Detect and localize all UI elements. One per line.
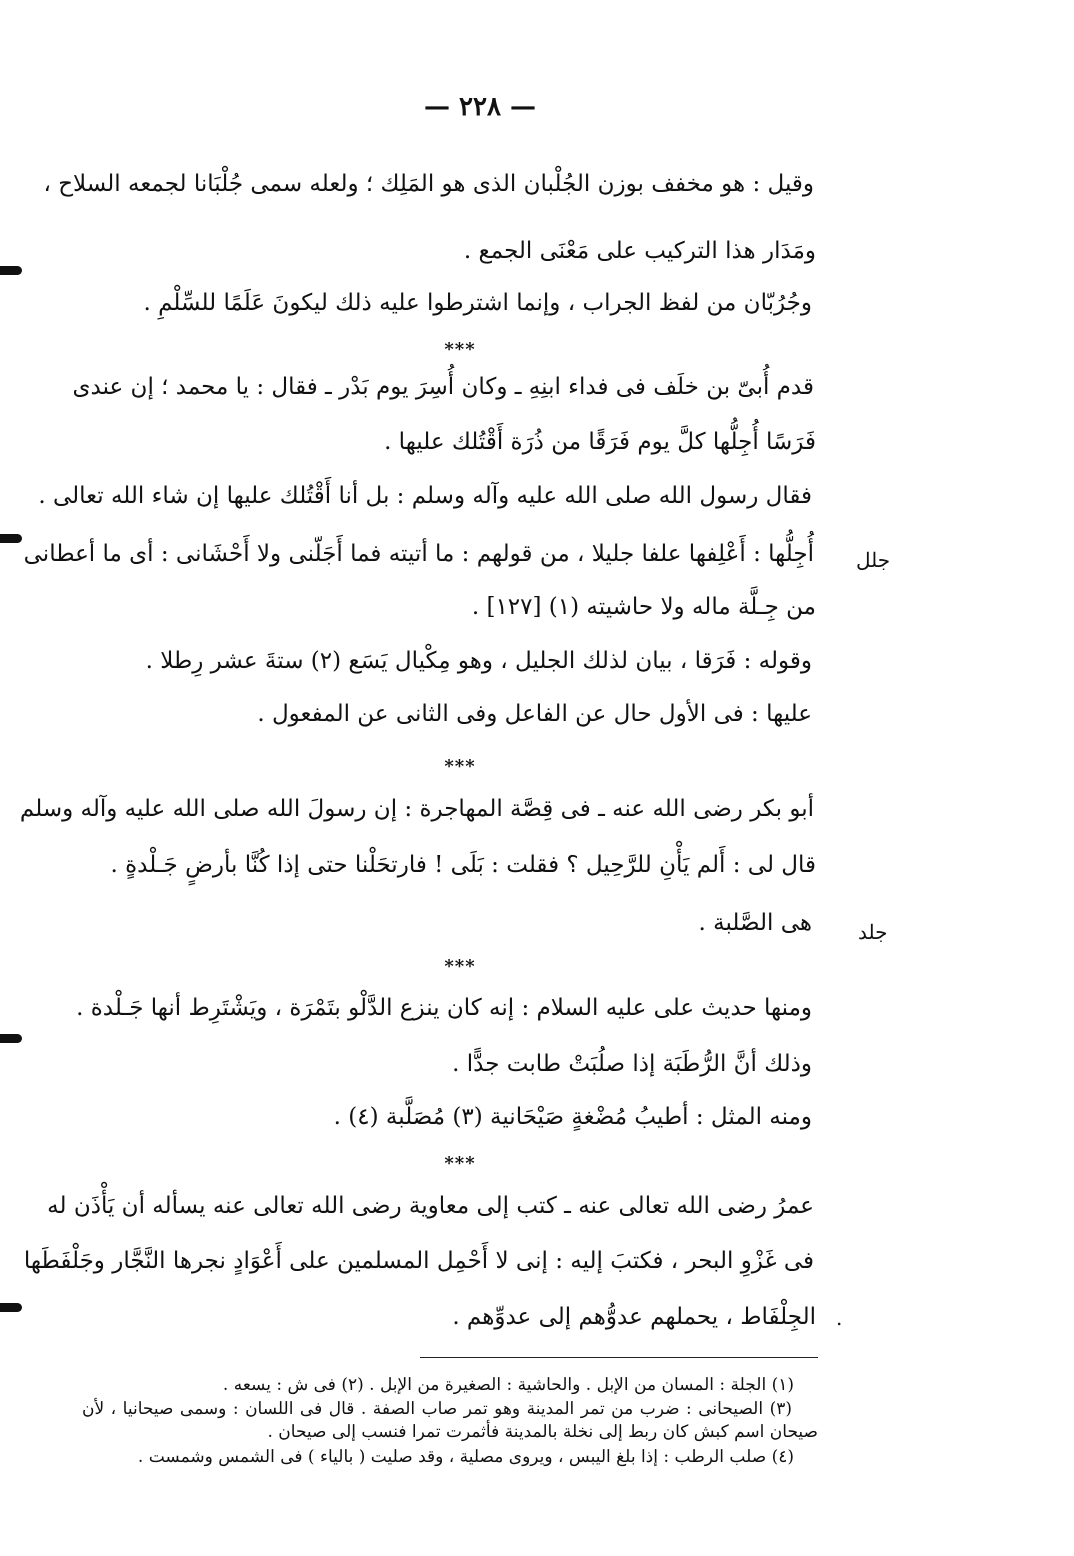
scan-edge-mark: [0, 1303, 22, 1312]
text-line: فَرَسًا أُجِلُّها كلَّ يوم فَرَقًا من ذُرَة أَقْتُلك عليها .: [384, 429, 816, 455]
scan-edge-mark: [0, 266, 22, 275]
text-line: قدم أُبىّ بن خلَف فى فداء ابنِهِ ـ وكان أُسِرَ يوم بَدْر ـ فقال : يا محمد ؛ إن عندى: [72, 374, 814, 400]
section-separator: ***: [444, 1153, 476, 1174]
footnote-line: (٤) صلب الرطب : إذا بلغ اليبس ، ويروى مصلية ، وقد صليت ( بالياء ) فى الشمس وشمست .: [137, 1447, 794, 1467]
text-line: وذلك أنَّ الرُّطَبَة إذا صلُبَتْ طابت جدًّا .: [452, 1051, 812, 1077]
text-line: من جِـلَّة ماله ولا حاشيته (١) [١٢٧] .: [471, 594, 816, 620]
stray-dot: .: [836, 1306, 843, 1330]
text-line: عمرُ رضى الله تعالى عنه ـ كتب إلى معاوية رضى الله تعالى عنه يسأله أن يَأْذَن له: [47, 1193, 814, 1219]
text-line: قال لى : أَلم يَأْنِ للرَّحِيل ؟ فقلت : بَلَى ! فارتحَلْنا حتى إذا كُنَّا بأرضٍ جَـلْدةٍ .: [110, 852, 816, 878]
section-separator: ***: [444, 339, 476, 360]
text-line: أبو بكر رضى الله عنه ـ فى قِصَّة المهاجرة : إن رسولَ الله صلى الله عليه وآله وسلم: [19, 796, 814, 822]
text-line: الجِلْفَاط ، يحملهم عدوُّهم إلى عدوِّهم .: [452, 1304, 816, 1330]
section-separator: ***: [444, 756, 476, 777]
margin-root-word: جلد: [858, 920, 888, 944]
text-line: فى غَزْوِ البحر ، فكتبَ إليه : إنى لا أَحْمِل المسلمين على أَعْوَادٍ نجرها النَّجَّار وجَلْفَطَها: [23, 1248, 814, 1274]
text-line: هى الصَّلبة .: [698, 910, 812, 936]
text-line: ومنه المثل : أطيبُ مُضْغةٍ صَيْحَانية (٣) مُصَلَّبة (٤) .: [333, 1104, 812, 1130]
footnote-line: صيحان اسم كبش كان ربط إلى نخلة بالمدينة فأثمرت تمرا فنسب إلى صيحان .: [267, 1422, 818, 1442]
text-line: ومَدَار هذا التركيب على مَعْنَى الجمع .: [463, 238, 816, 264]
text-line: وجُرُبّان من لفظ الجراب ، وإنما اشترطوا عليه ذلك ليكونَ عَلَمًا للسِّلْمِ .: [143, 290, 812, 316]
text-line: عليها : فى الأول حال عن الفاعل وفى الثانى عن المفعول .: [257, 701, 812, 727]
footnote-rule: [420, 1357, 818, 1358]
footnote-line: (١) الجلة : المسان من الإبل . والحاشية : الصغيرة من الإبل . (٢) فى ش : يسعه .: [222, 1375, 794, 1395]
text-line: فقال رسول الله صلى الله عليه وآله وسلم : بل أنا أَقْتُلك عليها إن شاء الله تعالى .: [38, 483, 812, 509]
page-number: — ٢٢٨ —: [423, 92, 537, 122]
text-line: وقوله : فَرَقا ، بيان لذلك الجليل ، وهو مِكْيال يَسَع (٢) ستةَ عشر رِطلا .: [145, 648, 812, 674]
section-separator: ***: [444, 956, 476, 977]
scan-edge-mark: [0, 534, 22, 543]
text-line: وقيل : هو مخفف بوزن الجُلْبان الذى هو المَلِك ؛ ولعله سمى جُلْبَانا لجمعه السلاح ،: [43, 171, 814, 197]
margin-root-word: جلل: [856, 548, 891, 572]
footnote-line: (٣) الصيحانى : ضرب من تمر المدينة وهو تمر صاب الصفة . قال فى اللسان : وسمى صيحانيا ، لأن: [82, 1399, 792, 1419]
text-line: ومنها حديث على عليه السلام : إنه كان ينزع الدَّلْو بتَمْرَة ، ويَشْتَرِط أنها جَـلْدة .: [76, 995, 812, 1021]
text-line: أُجِلُّها : أَعْلِفها علفا جليلا ، من قولهم : ما أتيته فما أَجَلّنى ولا أَحْشَانى : أى ما أعطانى: [23, 541, 814, 567]
scan-edge-mark: [0, 1034, 22, 1043]
